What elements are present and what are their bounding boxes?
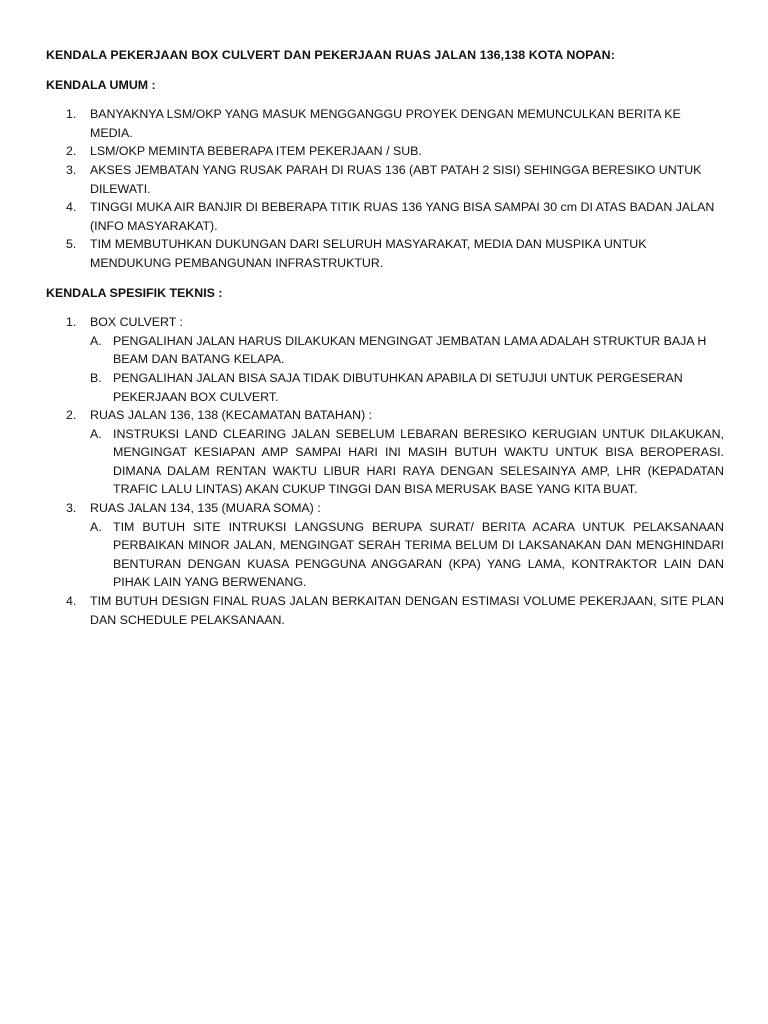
item-text: RUAS JALAN 134, 135 (MUARA SOMA) : — [90, 501, 321, 516]
item-text: BOX CULVERT : — [90, 315, 183, 330]
document-page — [46, 46, 724, 629]
item-number: 2. — [66, 408, 77, 423]
sub-list-item — [90, 369, 724, 406]
sub-list-item — [90, 425, 724, 499]
sub-item-letter: A. — [90, 426, 102, 441]
sub-list — [90, 518, 724, 592]
list-item — [46, 592, 724, 629]
list-item — [46, 198, 724, 235]
section-heading-umum: KENDALA UMUM : — [46, 77, 156, 92]
list-item — [46, 161, 724, 198]
item-number: 2. — [66, 144, 77, 159]
list-item — [46, 142, 724, 161]
document-title: KENDALA PEKERJAAN BOX CULVERT DAN PEKERJAAN RUAS JALAN 136,138 KOTA NOPAN: — [46, 48, 615, 62]
sub-list-item — [90, 518, 724, 592]
sub-list-item — [90, 332, 724, 369]
sub-item-letter: B. — [90, 370, 102, 385]
item-text: LSM/OKP MEMINTA BEBERAPA ITEM PEKERJAAN / SUB. — [90, 144, 422, 159]
list-kendala-spesifik — [46, 313, 724, 629]
item-text: AKSES JEMBATAN YANG RUSAK PARAH DI RUAS 136 (ABT PATAH 2 SISI) SEHINGGA BERESIKO UNTUK DILEWATI. — [90, 162, 702, 196]
item-text: BANYAKNYA LSM/OKP YANG MASUK MENGGANGGU PROYEK DENGAN MEMUNCULKAN BERITA KE MEDIA. — [90, 107, 681, 140]
sub-list — [90, 332, 724, 406]
list-item — [46, 105, 724, 142]
sub-item-text: TIM BUTUH SITE INTRUKSI LANGSUNG BERUPA SURAT/ BERITA ACARA UNTUK PELAKSANAAN PERBAIKAN MINOR JALAN, MENGINGAT SERAH TERIMA BELUM DI LAKSANAKAN DAN MENGHINDARI BENTURAN DENGAN KUASA PENGGUNA ANGGARAN (KPA) YANG LAMA, KONTRAKTOR LAIN DAN PIHAK LAIN YANG BERWENANG. — [113, 519, 724, 590]
item-number: 4. — [66, 594, 77, 609]
item-text: RUAS JALAN 136, 138 (KECAMATAN BATAHAN) : — [90, 408, 373, 423]
sub-item-text: PENGALIHAN JALAN BISA SAJA TIDAK DIBUTUHKAN APABILA DI SETUJUI UNTUK PERGESERAN PEKERJAAN BOX CULVERT. — [113, 370, 683, 404]
list-item — [46, 499, 724, 592]
item-number: 1. — [66, 107, 77, 122]
item-text: TIM BUTUH DESIGN FINAL RUAS JALAN BERKAITAN DENGAN ESTIMASI VOLUME PEKERJAAN, SITE PLAN DAN SCHEDULE PELAKSANAAN. — [90, 594, 724, 627]
spacer — [46, 273, 724, 284]
list-item — [46, 313, 724, 406]
sub-list — [90, 425, 724, 499]
item-number: 5. — [66, 237, 77, 252]
item-text: TIM MEMBUTUHKAN DUKUNGAN DARI SELURUH MASYARAKAT, MEDIA DAN MUSPIKA UNTUK MENDUKUNG PEMBANGUNAN INFRASTRUKTUR. — [90, 237, 647, 270]
item-number: 3. — [66, 501, 77, 516]
item-number: 1. — [66, 315, 77, 330]
list-item — [46, 235, 724, 272]
item-number: 3. — [66, 162, 77, 177]
item-number: 4. — [66, 200, 77, 215]
sub-item-text: INSTRUKSI LAND CLEARING JALAN SEBELUM LEBARAN BERESIKO KERUGIAN UNTUK DILAKUKAN, MENGINGAT KESIAPAN AMP SAMPAI HARI INI MASIH BUTUH WAKTU UNTUK BISA BEROPERASI. DIMANA DALAM RENTAN WAKTU LIBUR HARI RAYA DENGAN SELESAINYA AMP, LHR (KEPADATAN TRAFIC LALU LINTAS) AKAN CUKUP TINGGI DAN BISA MERUSAK BASE YANG KITA BUAT. — [113, 426, 724, 497]
item-text: TINGGI MUKA AIR BANJIR DI BEBERAPA TITIK RUAS 136 YANG BISA SAMPAI 30 cm DI ATAS BADAN JALAN (INFO MASYARAKAT). — [90, 200, 715, 233]
sub-item-letter: A. — [90, 519, 102, 534]
section-heading-spesifik: KENDALA SPESIFIK TEKNIS : — [46, 285, 223, 300]
sub-item-letter: A. — [90, 333, 102, 348]
list-kendala-umum — [46, 105, 724, 272]
sub-item-text: PENGALIHAN JALAN HARUS DILAKUKAN MENGINGAT JEMBATAN LAMA ADALAH STRUKTUR BAJA H BEAM DAN BATANG KELAPA. — [113, 333, 707, 367]
list-item — [46, 406, 724, 499]
